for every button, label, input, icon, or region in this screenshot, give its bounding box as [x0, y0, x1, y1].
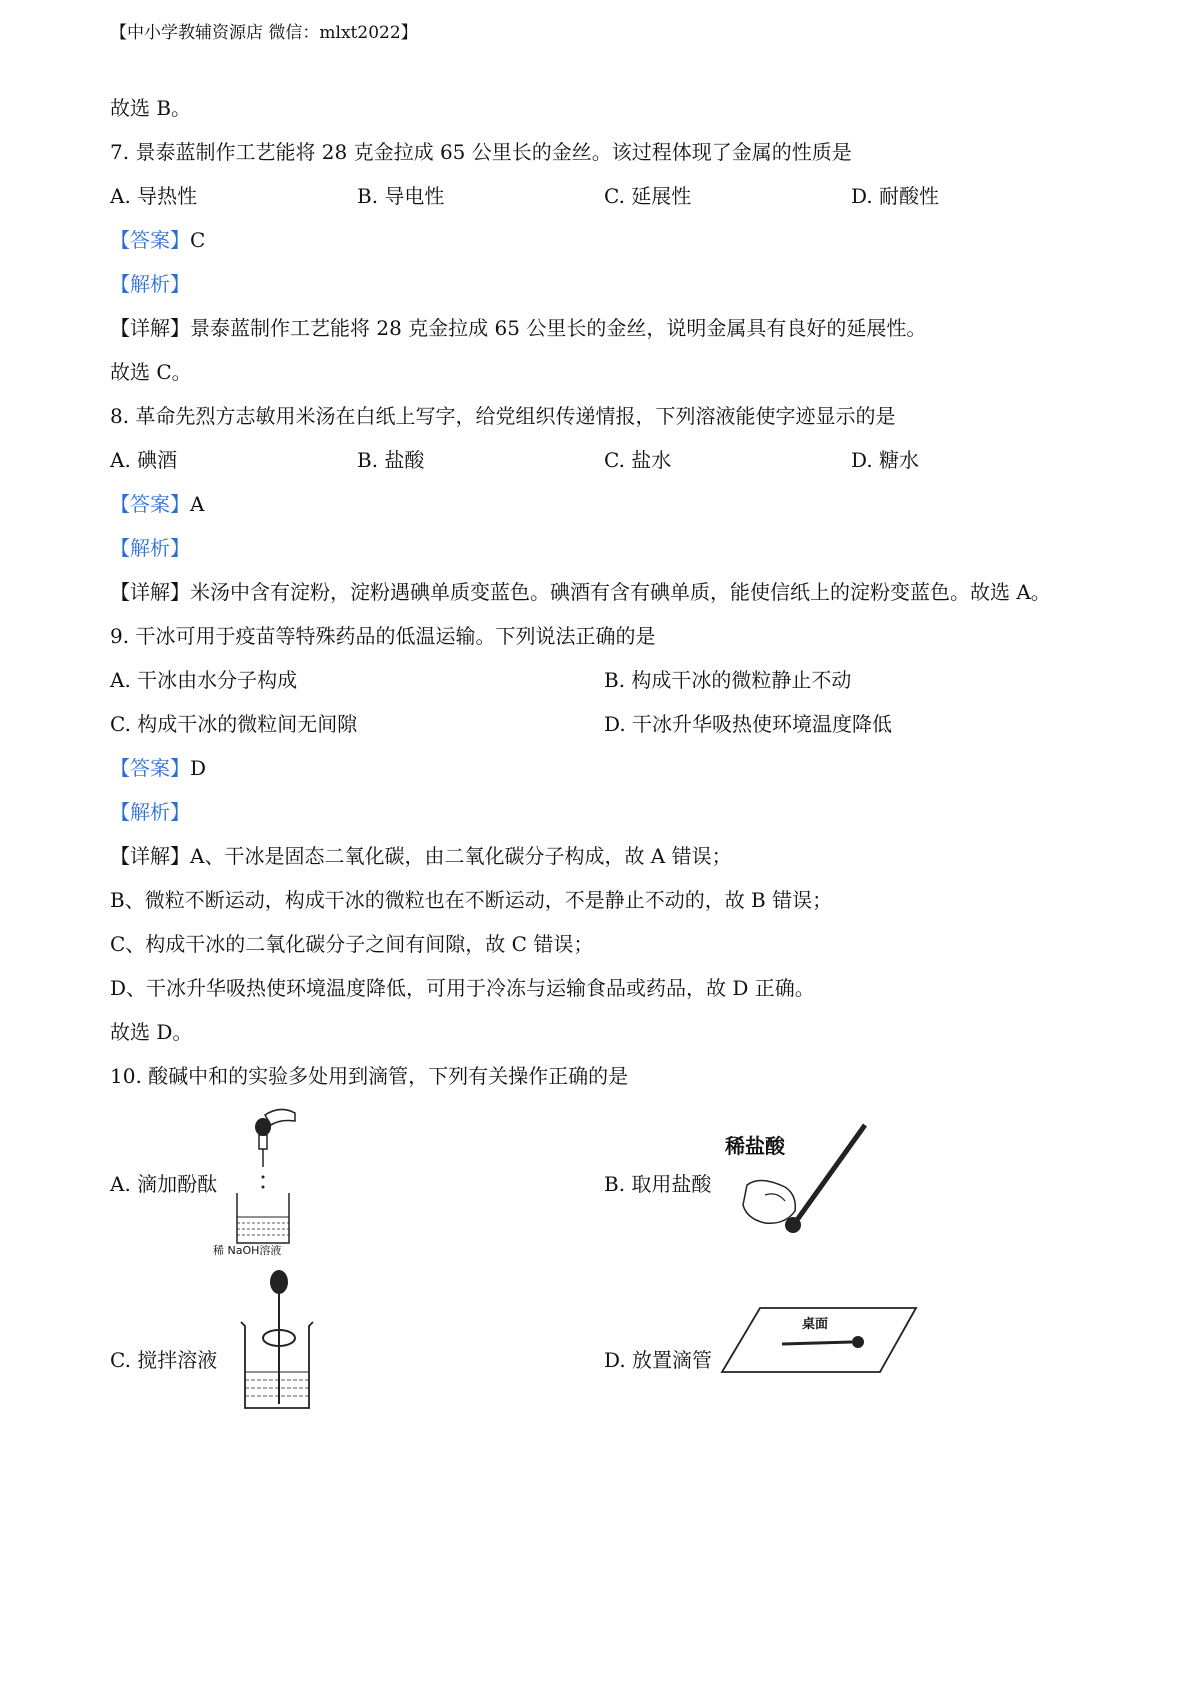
q9-detail-3: C、构成干冰的二氧化碳分子之间有间隙，故 C 错误； — [110, 932, 594, 956]
figure-b-label: 稀盐酸 — [725, 1134, 785, 1158]
q9-option-a: A. 干冰由水分子构成 — [110, 668, 298, 692]
conclusion-q6: 故选 B。 — [110, 96, 192, 120]
detail-tag: 【详解】 — [110, 580, 190, 604]
q7-conclusion: 故选 C。 — [110, 360, 192, 384]
answer-tag: 【答案】 — [110, 756, 190, 780]
q7-option-c: C. 延展性 — [604, 184, 692, 208]
q8-option-c: C. 盐水 — [604, 448, 672, 472]
q7-analysis-tag: 【解析】 — [110, 272, 190, 296]
question-8: 8. 革命先烈方志敏用米汤在白纸上写字，给党组织传递情报，下列溶液能使字迹显示的是 — [110, 404, 896, 428]
q10-option-b: B. 取用盐酸 — [604, 1172, 712, 1196]
q8-detail — [110, 578, 1051, 606]
q7-option-a: A. 导热性 — [110, 184, 198, 208]
q8-answer-value: A — [190, 492, 205, 516]
q9-conclusion: 故选 D。 — [110, 1020, 193, 1044]
q7-detail-text: 景泰蓝制作工艺能将 28 克金拉成 65 公里长的金丝，说明金属具有良好的延展性。 — [190, 316, 927, 340]
answer-tag: 【答案】 — [110, 492, 190, 516]
figure-c-stirring-beaker — [235, 1268, 315, 1418]
q9-analysis-tag: 【解析】 — [110, 800, 190, 824]
q7-answer-value: C — [190, 228, 206, 252]
q9-option-c: C. 构成干冰的微粒间无间隙 — [110, 712, 358, 736]
q8-option-a: A. 碘酒 — [110, 448, 178, 472]
q8-analysis-tag: 【解析】 — [110, 536, 190, 560]
figure-a-label: 稀 NaOH溶液 — [213, 1244, 282, 1257]
q9-option-b: B. 构成干冰的微粒静止不动 — [604, 668, 852, 692]
q8-option-b: B. 盐酸 — [357, 448, 425, 472]
q7-answer — [110, 226, 205, 254]
q7-detail — [110, 314, 926, 342]
question-7: 7. 景泰蓝制作工艺能将 28 克金拉成 65 公里长的金丝。该过程体现了金属的性质是 — [110, 140, 852, 164]
q8-option-d: D. 糖水 — [851, 448, 920, 472]
figure-d-dropper-on-desk — [720, 1300, 920, 1380]
q9-detail-4: D、干冰升华吸热使环境温度降低，可用于冷冻与运输食品或药品，故 D 正确。 — [110, 976, 815, 1000]
question-10: 10. 酸碱中和的实验多处用到滴管，下列有关操作正确的是 — [110, 1064, 629, 1088]
q7-option-b: B. 导电性 — [357, 184, 445, 208]
q10-option-a: A. 滴加酚酞 — [110, 1172, 218, 1196]
figure-b-dropper-tilted — [725, 1115, 875, 1250]
q7-option-d: D. 耐酸性 — [851, 184, 940, 208]
q9-detail-2: B、微粒不断运动，构成干冰的微粒也在不断运动，不是静止不动的，故 B 错误； — [110, 888, 833, 912]
q9-option-d: D. 干冰升华吸热使环境温度降低 — [604, 712, 893, 736]
q10-option-c: C. 搅拌溶液 — [110, 1348, 218, 1372]
q8-answer — [110, 490, 204, 518]
detail-tag: 【详解】 — [110, 844, 190, 868]
q9-detail-1 — [110, 842, 732, 870]
figure-a-dropper-beaker — [213, 1105, 325, 1257]
q8-detail-text: 米汤中含有淀粉，淀粉遇碘单质变蓝色。碘酒有含有碘单质，能使信纸上的淀粉变蓝色。故选 A。 — [190, 580, 1051, 604]
watermark-header: 【中小学教辅资源店 微信：mlxt2022】 — [110, 23, 418, 43]
figure-d-label: 桌面 — [802, 1317, 829, 1332]
detail-tag: 【详解】 — [110, 316, 190, 340]
q10-option-d: D. 放置滴管 — [604, 1348, 713, 1372]
q9-detail-text-1: A、干冰是固态二氧化碳，由二氧化碳分子构成，故 A 错误； — [190, 844, 732, 868]
question-9: 9. 干冰可用于疫苗等特殊药品的低温运输。下列说法正确的是 — [110, 624, 656, 648]
q9-answer-value: D — [190, 756, 207, 780]
answer-tag: 【答案】 — [110, 228, 190, 252]
q9-answer — [110, 754, 206, 782]
